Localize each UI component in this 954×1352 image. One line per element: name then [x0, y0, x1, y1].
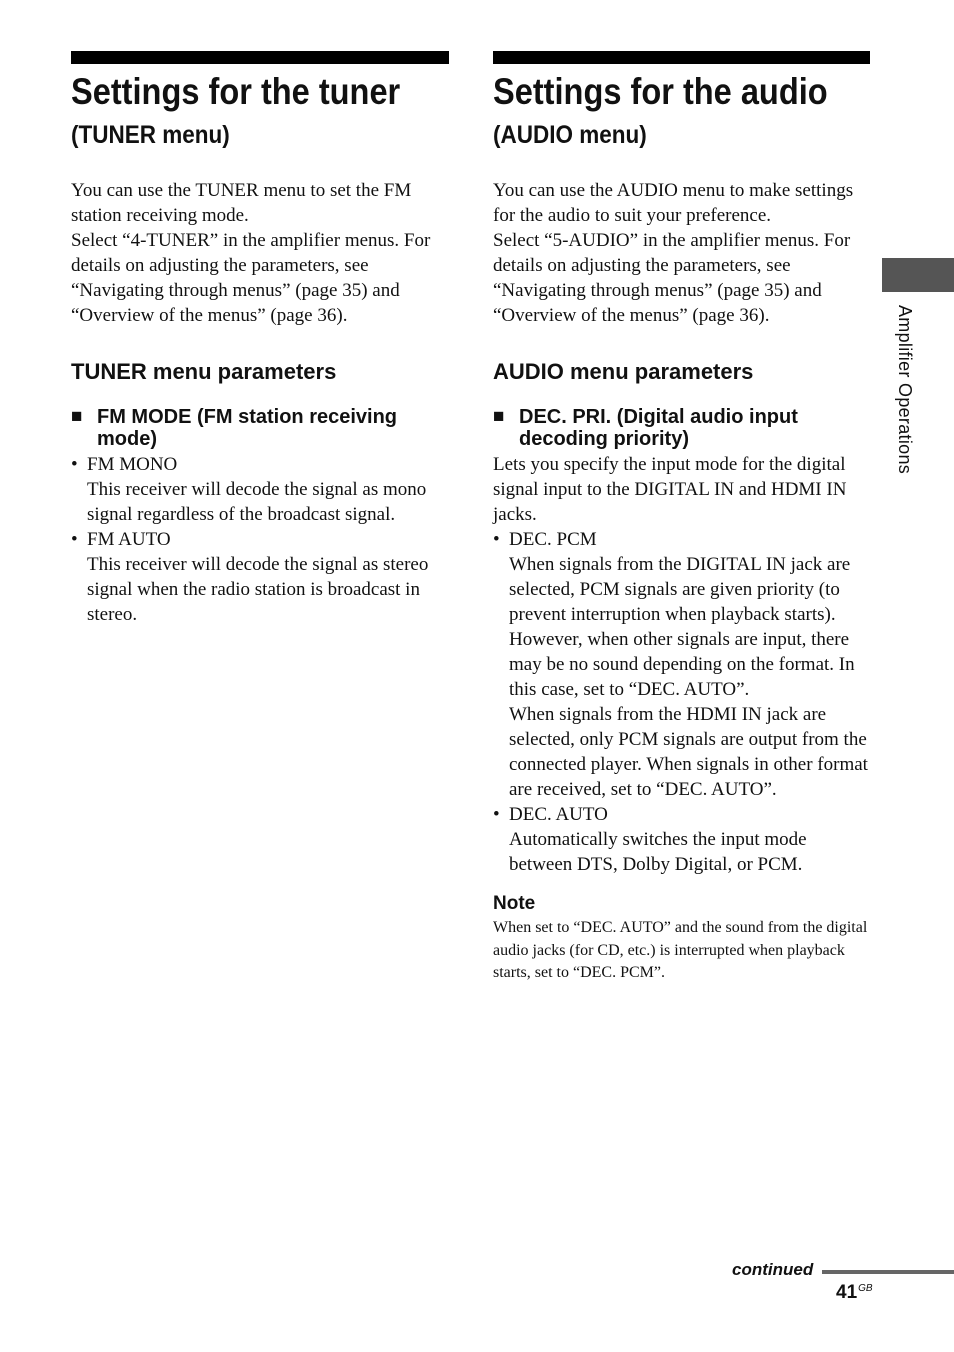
section-rule [493, 51, 870, 64]
audio-params-heading: AUDIO menu parameters [493, 359, 754, 384]
option-label: FM MONO [87, 454, 178, 475]
square-bullet-icon: ■ [493, 406, 505, 427]
note-text: When set to “DEC. AUTO” and the sound from the digital audio jacks (for CD, etc.) is interrupted when playback starts, set to “DEC. PCM”. [493, 919, 868, 981]
section-tab-marker [882, 258, 954, 292]
bullet-icon: • [71, 529, 78, 550]
page-title-tuner: Settings for the tuner [71, 71, 401, 112]
bullet-icon: • [71, 454, 78, 475]
option-desc: When signals from the HDMI IN jack are selected, only PCM signals are output from the connected player. When signals in other format are received, set to “DEC. AUTO”. [509, 704, 868, 800]
bullet-icon: • [493, 529, 500, 550]
audio-section [493, 51, 870, 985]
list-item [493, 527, 870, 802]
dec-pri-desc: Lets you specify the input mode for the digital signal input to the DIGITAL IN and HDMI IN jacks. [493, 454, 847, 525]
bullet-icon: • [493, 804, 500, 825]
continued-line [822, 1270, 954, 1274]
option-label: FM AUTO [87, 529, 171, 550]
fm-mode-options [71, 452, 449, 627]
side-label-text: Amplifier Operations [895, 305, 915, 475]
tuner-params-heading: TUNER menu parameters [71, 359, 337, 384]
continued-label: continued [732, 1260, 814, 1279]
subtitle-tuner: (TUNER menu) [71, 121, 230, 149]
page-title-audio: Settings for the audio [493, 71, 828, 112]
section-rule [71, 51, 449, 64]
fm-mode-heading [71, 406, 449, 450]
option-label: DEC. AUTO [509, 804, 608, 825]
list-item [493, 802, 870, 877]
page-number [836, 1282, 873, 1304]
page-number-value: 41 [836, 1282, 858, 1303]
tuner-section [71, 51, 449, 627]
option-desc: This receiver will decode the signal as stereo signal when the radio station is broadcast in stereo. [87, 554, 429, 625]
option-desc: When signals from the DIGITAL IN jack are selected, PCM signals are given priority (to prevent interruption when playback starts). However, when other signals are input, there may be no sound depending on the format. In this case, set to “DEC. AUTO”. [509, 554, 855, 700]
side-section-label [893, 305, 917, 515]
intro-paragraph: Select “5-AUDIO” in the amplifier menus. For details on adjusting the parameters, see “Navigating through menus” (page 35) and “Overview of the menus” (page 36). [493, 230, 851, 326]
list-item [71, 452, 449, 527]
option-desc: Automatically switches the input mode between DTS, Dolby Digital, or PCM. [509, 829, 807, 875]
dec-pri-options [493, 527, 870, 877]
square-bullet-icon: ■ [71, 406, 83, 427]
intro-paragraph: You can use the TUNER menu to set the FM station receiving mode. [71, 180, 412, 226]
dec-pri-heading [493, 406, 870, 450]
fm-mode-heading-text: FM MODE (FM station receiving mode) [97, 406, 398, 450]
dec-pri-heading-text: DEC. PRI. (Digital audio input decoding priority) [519, 406, 798, 450]
subtitle-audio: (AUDIO menu) [493, 121, 647, 149]
page-suffix: GB [858, 1282, 873, 1294]
list-item [71, 527, 449, 627]
intro-paragraph: Select “4-TUNER” in the amplifier menus. For details on adjusting the parameters, see “Navigating through menus” (page 35) and “Overview of the menus” (page 36). [71, 230, 431, 326]
audio-intro [493, 178, 870, 328]
note-heading: Note [493, 893, 536, 914]
option-desc: This receiver will decode the signal as mono signal regardless of the broadcast signal. [87, 479, 427, 525]
intro-paragraph: You can use the AUDIO menu to make settings for the audio to suit your preference. [493, 180, 854, 226]
tuner-intro [71, 178, 449, 328]
option-label: DEC. PCM [509, 529, 597, 550]
